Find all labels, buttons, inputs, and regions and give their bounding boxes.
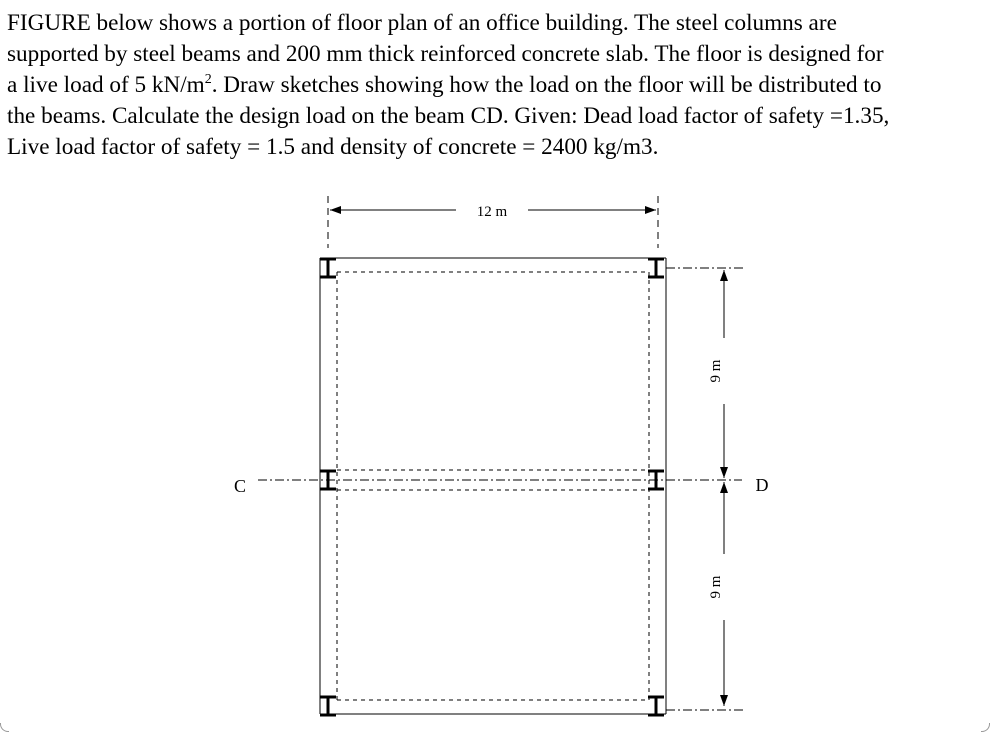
column-top-right <box>648 259 664 277</box>
lower-arrow-bottom <box>720 695 728 706</box>
problem-line-3-end: . Draw sketches showing how the load on the floor will be distributed to <box>211 72 882 98</box>
upper-span-dimension <box>708 270 728 478</box>
problem-line-1: FIGURE below shows a portion of floor plan of an office building. The steel columns are <box>7 10 837 36</box>
width-arrow-left <box>330 206 341 214</box>
column-bottom-right <box>648 697 664 715</box>
lower-span-label: 9 m <box>708 575 724 599</box>
width-arrow-right <box>645 206 656 214</box>
problem-line-5: Live load factor of safety = 1.5 and density of concrete = 2400 kg/m3. <box>7 134 659 160</box>
slab-dashed-lines <box>337 272 649 700</box>
beam-outline <box>320 258 666 714</box>
steel-columns <box>320 259 664 715</box>
upper-arrow-top <box>720 270 728 281</box>
problem-line-4: the beams. Calculate the design load on the beam CD. Given: Dead load factor of safety =1.35, <box>7 103 890 129</box>
problem-line-3-start: a live load of 5 kN/m <box>7 72 205 98</box>
unit-exponent: 2 <box>204 72 212 87</box>
width-label: 12 m <box>476 204 508 220</box>
upper-span-label: 9 m <box>708 359 724 383</box>
column-bottom-left <box>320 697 336 715</box>
label-d: D <box>755 475 769 495</box>
lower-arrow-top <box>720 482 728 493</box>
width-dimension <box>328 196 658 248</box>
column-top-left <box>320 259 336 277</box>
lower-span-dimension <box>708 482 728 706</box>
problem-line-2: supported by steel beams and 200 mm thick reinforced concrete slab. The floor is designed for <box>7 41 884 67</box>
label-c: C <box>233 476 247 496</box>
upper-arrow-bottom <box>720 467 728 478</box>
